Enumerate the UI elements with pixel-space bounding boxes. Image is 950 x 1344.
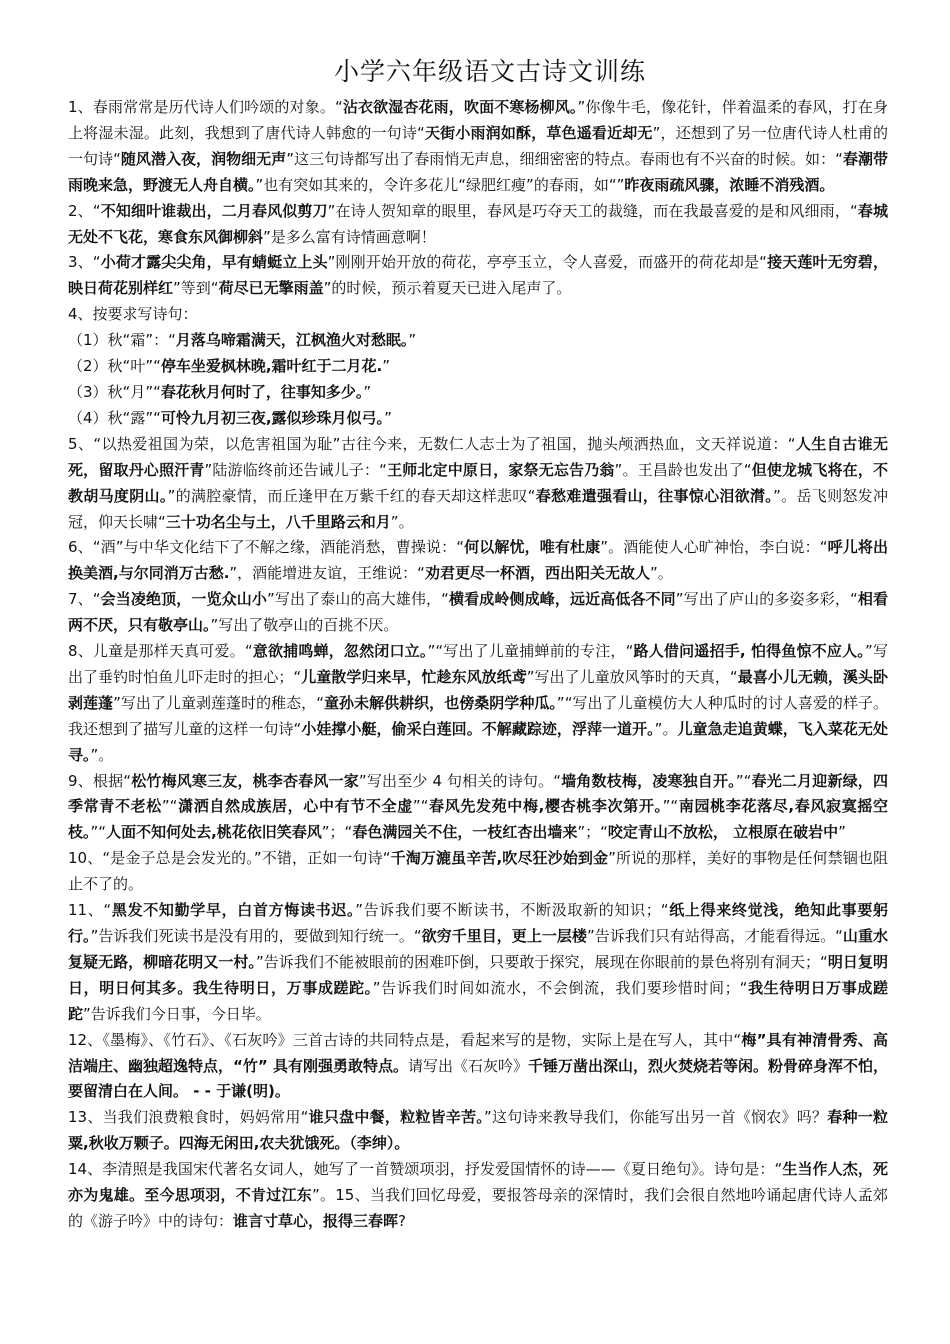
text-run: ”，还想到了另一位唐代诗人杜甫的一句诗“	[68, 123, 888, 168]
paragraph-16	[68, 1028, 888, 1106]
poem-quote: 山重水复疑无路，柳暗花明又一村。	[68, 927, 888, 971]
paragraph-13	[68, 769, 888, 847]
paragraph-11	[68, 587, 888, 639]
text-run: ”	[363, 382, 372, 401]
paragraph-7	[68, 380, 888, 406]
text-run: ”“写出了儿童模仿大人种瓜时的讨人喜爱的样子。我还想到了描写儿童的这样一句诗“	[68, 693, 888, 738]
poem-quote: 春风先发苑中梅,樱杏桃李次第开。	[428, 797, 663, 816]
text-run: ”告诉我们要不断读书，不断汲取新的知识；“	[355, 901, 669, 920]
text-run: ”这句诗来教导我们，你能写出另一首《悯农》吗？	[484, 1108, 828, 1127]
poem-quote: 小荷才露尖尖角，早有蜻蜓立上头	[100, 253, 328, 272]
text-run: 请写出《石灰吟》	[407, 1056, 528, 1075]
poem-quote: 停车坐爱枫林晚,霜叶红于二月花.	[160, 357, 383, 376]
text-run: ”刚刚开始开放的荷花，亭亭玉立，令人喜爱，而盛开的荷花却是“	[327, 253, 767, 272]
poem-quote: 最喜小儿无赖，溪头卧剥莲蓬	[68, 667, 888, 712]
poem-quote: 相看两不厌，只有敬亭山。	[68, 590, 888, 635]
text-run: ”。	[649, 564, 673, 583]
text-run: ”告诉我们时间如流水，不会倒流，我们要珍惜时间；“	[372, 978, 748, 997]
paragraph-17	[68, 1105, 888, 1157]
text-run: ”。岳飞则怒发冲冠，仰天长啸“	[68, 486, 888, 531]
text-run: ”告诉我们只有站得高，才能看得远。“	[586, 927, 843, 945]
text-run: ”“写出了儿童捕蝉前的专注，“	[427, 642, 634, 661]
poem-quote: 谁言寸草心，报得三春晖	[233, 1211, 399, 1230]
text-run: ”	[408, 331, 417, 350]
paragraph-15	[68, 898, 888, 1028]
poem-quote: 意欲捕鸣蝉，忽然闭口立。	[252, 642, 428, 661]
paragraph-2	[68, 199, 888, 251]
text-run: ”	[382, 357, 391, 376]
paragraph-12	[68, 639, 888, 769]
text-run: ”告诉我们今日事，今日毕。	[83, 1004, 271, 1023]
text-run: ”告诉我们死读书是没有用的，要做到知行统一。“	[90, 927, 422, 945]
poem-quote: 春潮带雨晚来急，野渡无人舟自横。	[68, 149, 888, 194]
poem-quote: 欲穷千里目，更上一层楼	[421, 927, 587, 945]
text-run: 5、“以热爱祖国为荣，以危害祖国为耻”古往今来，无数仁人志士为了祖国，抛头颅洒热血，文天祥说道：“	[68, 434, 796, 453]
poem-quote: 天街小雨润如酥，草色遥看近却无	[424, 123, 653, 142]
text-run: ”“	[90, 823, 107, 842]
poem-quote: 王师北定中原日，家祭无忘告乃翁	[386, 460, 615, 479]
text-run: 10、“是金子总是会发光的。”不错，正如一句诗“	[68, 849, 391, 868]
text-run: （2）秋“叶”“	[68, 357, 161, 376]
text-run: ”写出了垂钓时怕鱼儿吓走时的担心；“	[68, 642, 888, 686]
text-run: 8、儿童是那样天真可爱。“	[68, 642, 253, 661]
poem-quote: 儿童急走追黄蝶，飞入菜花无处寻。	[68, 719, 888, 764]
poem-quote: 接天莲叶无穷碧，映日荷花别样红	[68, 253, 888, 298]
poem-quote: 春色满园关不住，一枝红杏出墙来	[352, 823, 578, 842]
poem-quote: 梅”具有神清骨秀、高洁端庄、幽独超逸特点，“竹” 具有刚强勇敢特点。	[68, 1030, 889, 1075]
poem-quote: 春城无处不飞花，寒食东风御柳斜	[68, 201, 888, 246]
text-run: 1、春雨常常是历代诗人们吟颂的对象。“	[68, 98, 343, 116]
text-run: ”；“	[321, 823, 353, 842]
text-run: ”。	[390, 512, 414, 531]
paragraph-3	[68, 250, 888, 302]
text-run: ”这三句诗都写出了春雨悄无声息，细细密密的特点。春雨也有不兴奋的时候。如：“	[286, 149, 843, 168]
text-run: ”。	[654, 719, 678, 738]
text-run: ”在诗人贺知章的眼里，春风是巧夺天工的裁缝，而在我最喜爱的是和风细雨，“	[327, 201, 858, 220]
text-run: 11、“	[68, 901, 112, 920]
poem-quote: 月落乌啼霜满天，江枫渔火对愁眠。	[175, 331, 409, 350]
poem-quote: 荷尽已无擎雨盖	[218, 279, 324, 298]
poem-quote: 小娃撑小艇，偷采白莲回。不解藏踪迹，浮萍一道开。	[301, 719, 655, 738]
text-run: 2、“	[68, 201, 101, 220]
poem-quote: 横看成岭侧成峰，远近高低各不同	[448, 590, 676, 609]
poem-quote: 但使龙城飞将在，不教胡马度阴山。	[68, 460, 888, 505]
text-run: ”告诉我们不能被眼前的困难吓倒，只要敢于探究，展现在你眼前的景色将别有洞天；“	[255, 952, 828, 971]
text-run: ”。15、当我们回忆母爱，要报答母亲的深情时，我们会很自然地吟诵起唐代诗人孟郊的《游子吟》中的诗句：	[68, 1186, 888, 1230]
poem-quote: 黑发不知勤学早，白首方悔读书迟。	[111, 901, 356, 920]
text-run: 12、《墨梅》、《竹石》、《石灰吟》三首古诗的共同特点是，看起来写的是物，实际上是在写人，其中“	[68, 1030, 742, 1049]
text-run: ”“	[161, 797, 178, 816]
text-run: ?	[398, 1211, 406, 1230]
poem-quote: 南园桃李花落尽,春风寂寞摇空枝。	[68, 797, 888, 842]
poem-quote: 呼儿将出换美酒,与尔同消万古愁.	[68, 538, 889, 583]
poem-quote: 咬定青山不放松， 立根原在破岩中	[607, 823, 839, 842]
poem-quote: 松竹梅风寒三友，桃李杏春风一家	[131, 771, 359, 790]
text-run: ”写出了敬亭山的百挑不厌。	[210, 616, 399, 635]
text-run: ”；“	[577, 823, 608, 842]
text-run: （4）秋“露”“	[68, 408, 161, 427]
poem-quote: 昨夜雨疏风骤，浓睡不消残酒。	[624, 175, 835, 194]
text-run: ”等到“	[173, 279, 219, 298]
text-run: 6、“酒”与中华文化结下了不解之缘，酒能消愁，曹操说：“	[68, 538, 465, 557]
poem-quote: 我生待明日万事成蹉跎	[68, 978, 888, 1023]
poem-quote: 春愁难遣强看山，往事惊心泪欲潸。	[535, 486, 774, 505]
text-run: 7、“	[68, 590, 101, 609]
paragraph-18	[68, 1157, 888, 1235]
text-run: ”。王昌龄也发出了“	[614, 460, 752, 479]
poem-quote: 不知细叶谁裁出，二月春风似剪刀	[100, 201, 328, 220]
poem-quote: 沾衣欲湿杏花雨，吹面不寒杨柳风。	[342, 98, 578, 116]
poem-quote: 谁只盘中餐，粒粒皆辛苦。	[308, 1108, 485, 1127]
poem-quote: 儿童散学归来早，忙趁东风放纸鸢	[301, 667, 527, 686]
text-run: ”	[384, 408, 392, 427]
poem-quote: 路人借问遥招手, 怕得鱼惊不应人。	[633, 642, 865, 661]
text-run: 14、李清照是我国宋代著名女词人，她写了一首赞颂项羽，抒发爱国情怀的诗——《夏日绝句》。诗句是：“	[68, 1160, 783, 1179]
poem-quote: 人生自古谁无死，留取丹心照汗青	[68, 434, 888, 479]
poem-quote: 春花秋月何时了，往事知多少。	[160, 382, 364, 401]
text-run: ”也有突如其来的，令许多花儿“绿肥红瘦”的春雨，如“”	[255, 175, 625, 194]
text-run: ”“	[412, 797, 429, 816]
paragraph-1	[68, 95, 888, 199]
paragraph-14	[68, 846, 888, 898]
poem-quote: 千淘万漉虽辛苦,吹尽狂沙始到金	[390, 849, 609, 868]
poem-quote: 何以解忧，唯有杜康	[464, 538, 601, 557]
text-run: ”。酒能使人心旷神怡，李白说：“	[600, 538, 828, 557]
poem-quote: 童孙未解供耕织，也傍桑阴学种瓜。	[323, 693, 557, 712]
text-run: ”写出了儿童剥莲蓬时的稚态，“	[113, 693, 324, 712]
paragraph-4	[68, 302, 888, 328]
text-run: 9、根据“	[68, 771, 132, 790]
poem-quote: 生当作人杰，死亦为鬼雄。至今思项羽，不肯过江东	[68, 1160, 888, 1205]
poem-quote: 劝君更尽一杯酒，西出阳关无故人	[424, 564, 650, 583]
poem-quote: 墙角数枝梅，凌寒独自开。	[561, 771, 736, 790]
text-run: 4、按要求写诗句：	[68, 305, 198, 324]
text-run: ”是多么富有诗情画意啊！	[263, 227, 436, 246]
paragraph-10	[68, 535, 888, 587]
poem-quote: 明日复明日，明日何其多。我生待明日，万事成蹉跎。	[68, 952, 888, 997]
poem-quote: 会当凌绝顶，一览众山小	[100, 590, 267, 609]
text-run: ”	[838, 823, 846, 842]
text-run: ”，酒能增进友谊，王维说：“	[229, 564, 425, 583]
paragraph-8	[68, 406, 888, 432]
paragraph-5	[68, 328, 888, 354]
text-run: ”写出至少 4 句相关的诗句。“	[358, 771, 562, 790]
document-title: 小学六年级语文古诗文训练	[333, 57, 646, 86]
poem-quote: 三十功名尘与土，八千里路云和月	[165, 512, 391, 531]
text-run: 3、“	[68, 253, 101, 272]
poem-quote: 随风潜入夜，润物细无声	[120, 149, 287, 168]
poem-quote: 可怜九月初三夜,露似珍珠月似弓。	[160, 408, 385, 427]
text-run: ”“	[735, 771, 752, 790]
text-run: ”的时候，预示着夏天已进入尾声了。	[323, 279, 572, 298]
text-run: ”写出了泰山的高大雄伟，“	[266, 590, 449, 609]
poem-quote: 潇洒自然成族居，心中有节不全虚	[177, 797, 413, 816]
poem-quote: 春光二月迎新绿，四季常青不老松	[68, 771, 888, 816]
text-run: ”你像牛毛，像花针，伴着温柔的春风，打在身上将湿未湿。此刻，我想到了唐代诗人韩愈的一句诗“	[68, 98, 888, 142]
text-run: ”陆游临终前还告诫儿子：“	[204, 460, 387, 479]
text-run: ”“	[662, 797, 679, 816]
text-run: （1）秋“霜”：“	[68, 331, 176, 350]
poem-quote: 纸上得来终觉浅，绝知此事要躬行。	[68, 901, 888, 945]
document-body	[68, 95, 888, 1235]
paragraph-9	[68, 432, 888, 536]
text-run: ”写出了庐山的多姿多彩，“	[675, 590, 858, 609]
text-run: 13、当我们浪费粮食时，妈妈常用“	[68, 1108, 309, 1127]
poem-quote: 人面不知何处去,桃花依旧笑春风	[106, 823, 322, 842]
text-run: ”的满腔豪情，而丘逢甲在万紫千红的春天却这样悲叹“	[167, 486, 536, 505]
paragraph-6	[68, 354, 888, 380]
poem-quote: 千锤万凿出深山，烈火焚烧若等闲。粉骨碎身浑不怕，要留清白在人间。 - - 于谦(明)。	[68, 1056, 888, 1101]
text-run: ”所说的那样，美好的事物是任何禁锢也阻止不了的。	[68, 849, 888, 894]
text-run: ”写出了儿童放风筝时的天真，“	[526, 667, 738, 686]
text-run: （3）秋“月”“	[68, 382, 161, 401]
poem-quote: 春种一粒粟,秋收万颗子。四海无闲田,农夫犹饿死。（李绅）。	[68, 1108, 888, 1153]
text-run: ”。	[90, 745, 114, 764]
